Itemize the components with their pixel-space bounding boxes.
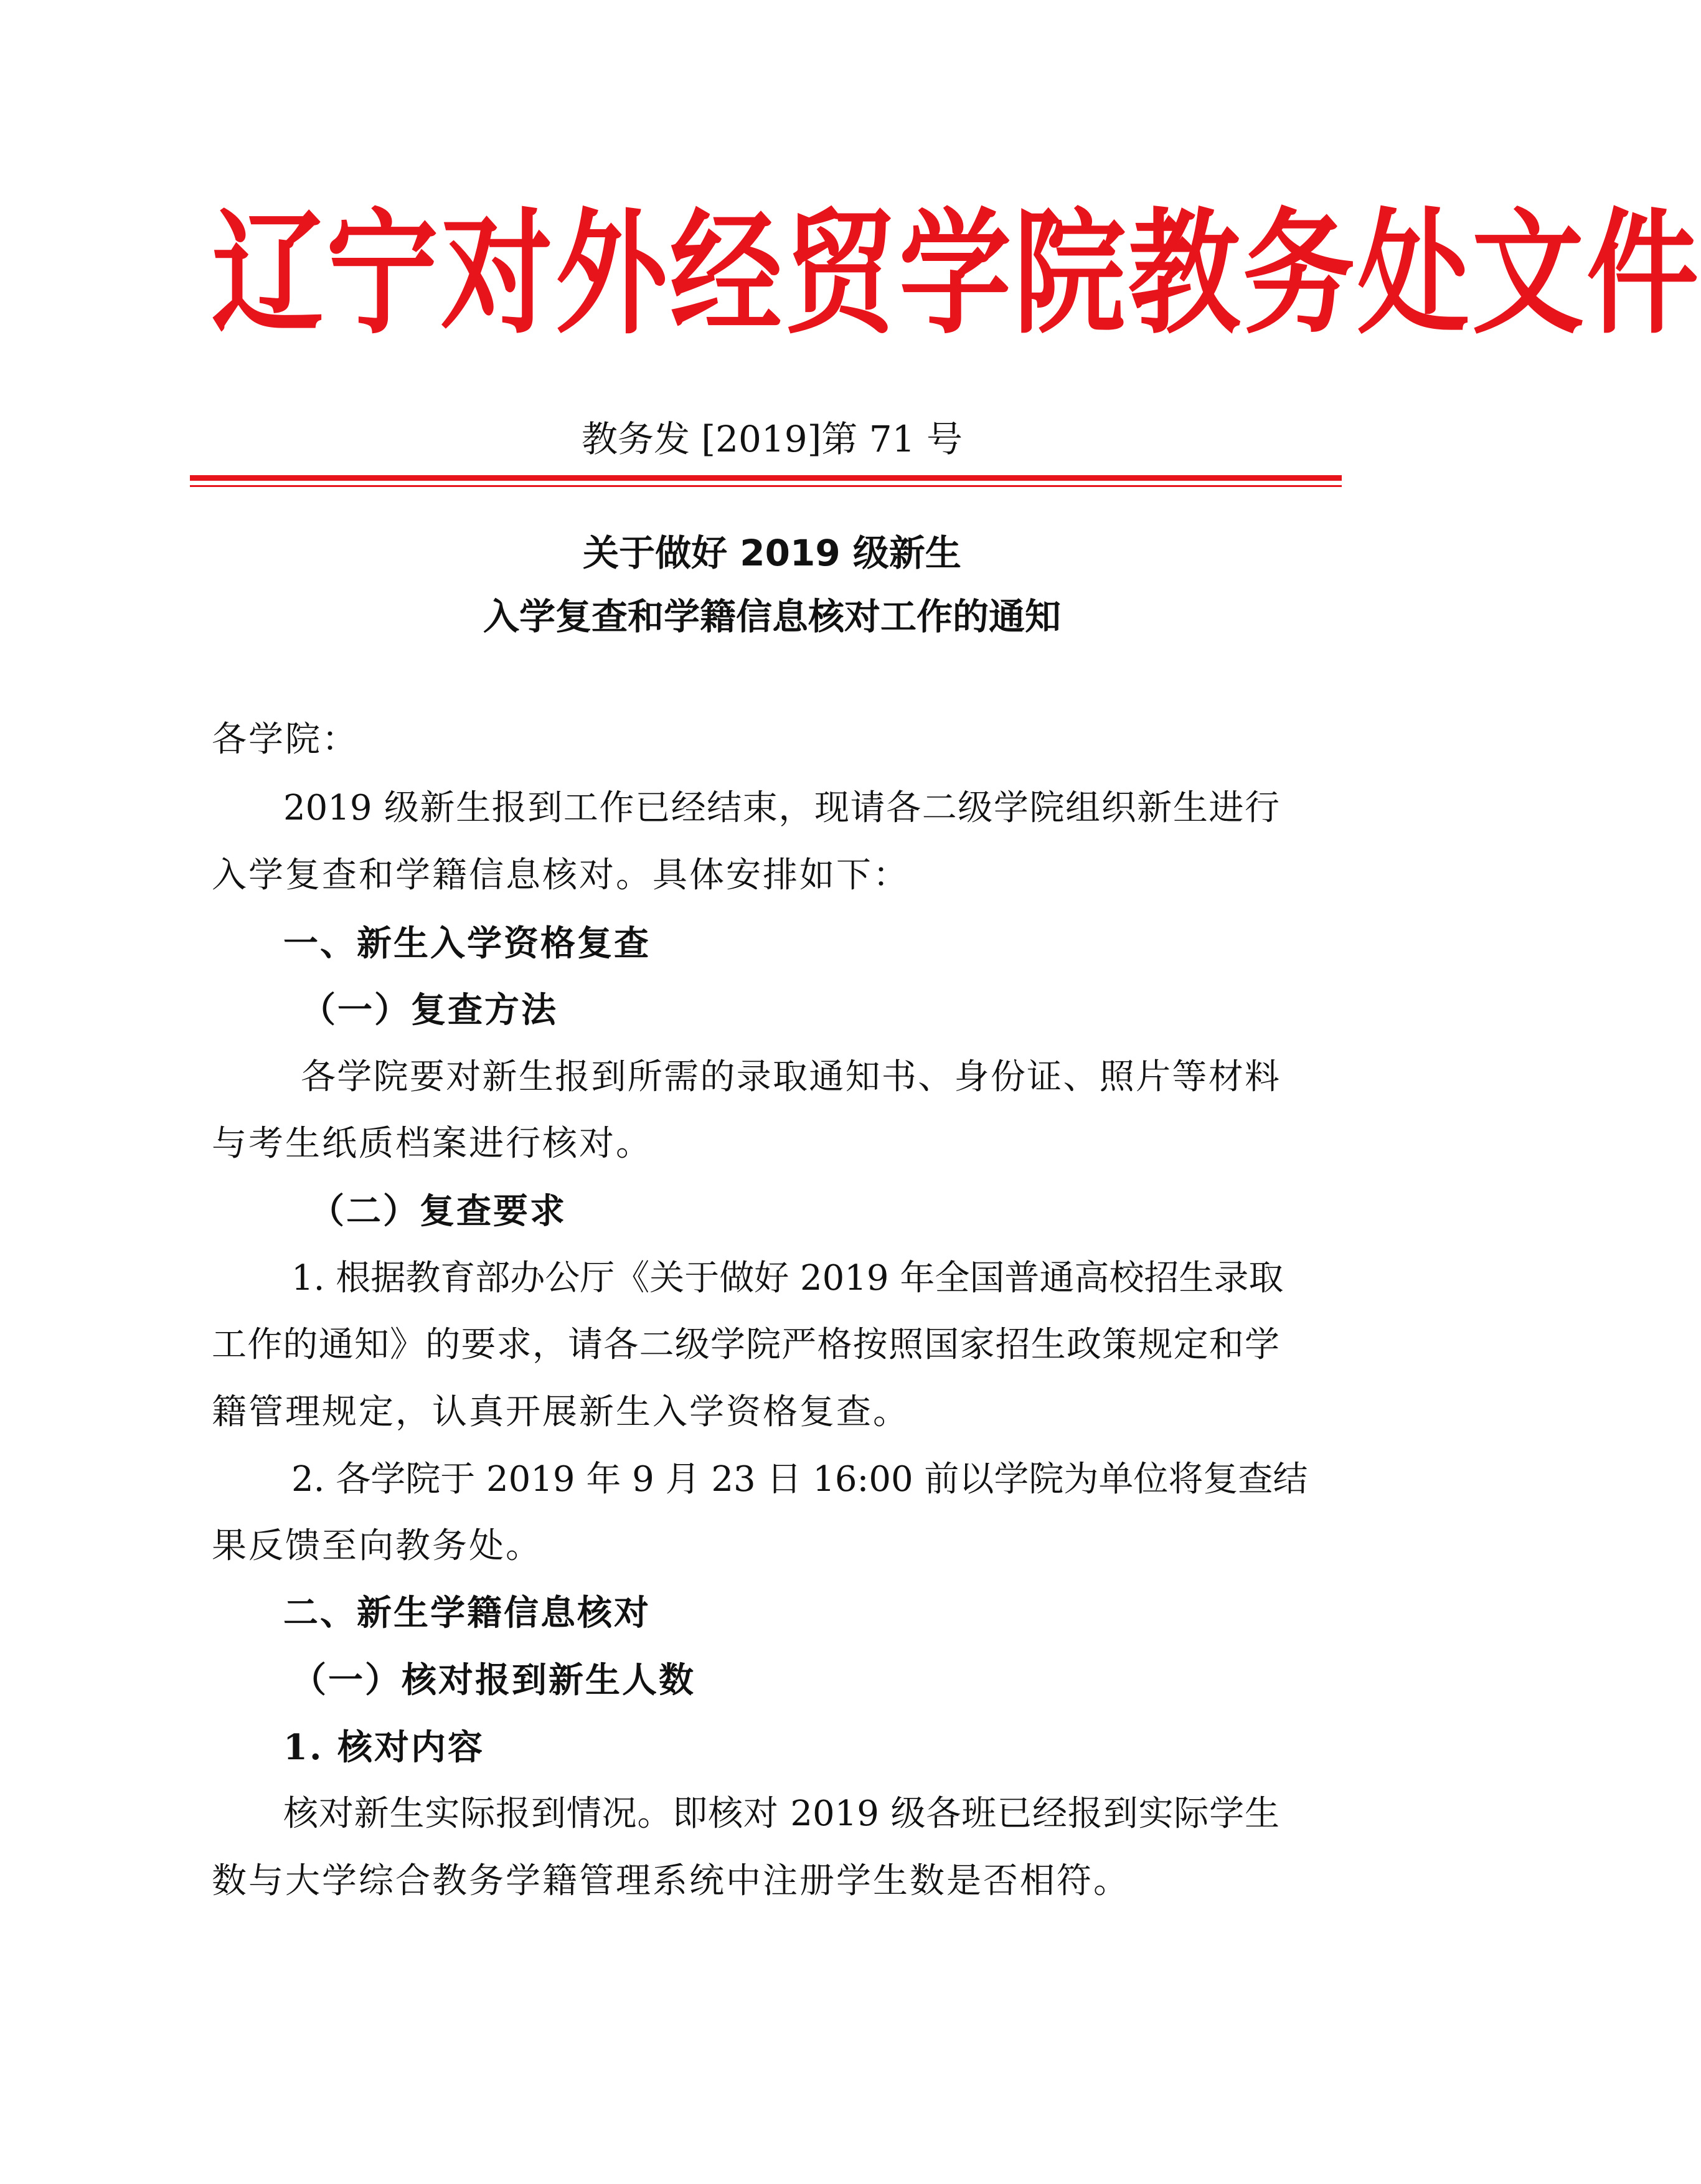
section-2-sub-1-heading: （一）核对报到新生人数 (291, 1660, 695, 1701)
document-number: 教务发 [2019]第 71 号 (582, 418, 963, 460)
item-1-line-1: 1. 根据教育部办公厅《关于做好 2019 年全国普通高校招生录取 (291, 1258, 1284, 1298)
notice-title-line-2: 入学复查和学籍信息核对工作的通知 (483, 595, 1061, 638)
section-2-line-2: 数与大学综合教务学籍管理系统中注册学生数是否相符。 (212, 1861, 1130, 1901)
section-1-sub-2-heading: （二）复查要求 (309, 1191, 567, 1232)
header-rule-thick (190, 475, 1342, 481)
header-rule-thin (190, 485, 1342, 487)
notice-title-line-1: 关于做好 2019 级新生 (583, 532, 961, 574)
item-2-line-2: 果反馈至向教务处。 (212, 1526, 542, 1566)
section-2-item-1-heading: 1. 核对内容 (283, 1727, 484, 1768)
section-1-sub-1-line-2: 与考生纸质档案进行核对。 (212, 1123, 653, 1164)
issuer-title: 辽宁对外经贸学院教务处文件 (212, 194, 1701, 352)
section-1-heading: 一、新生入学资格复查 (283, 923, 651, 964)
section-1-sub-1-line-1: 各学院要对新生报到所需的录取通知书、身份证、照片等材料 (301, 1057, 1279, 1097)
section-2-heading: 二、新生学籍信息核对 (283, 1592, 651, 1633)
intro-line-2: 入学复查和学籍信息核对。具体安排如下： (212, 855, 910, 896)
item-2-line-1: 2. 各学院于 2019 年 9 月 23 日 16:00 前以学院为单位将复查结 (291, 1459, 1308, 1500)
section-1-sub-1-heading: （一）复查方法 (301, 990, 558, 1031)
section-2-line-1: 核对新生实际报到情况。即核对 2019 级各班已经报到实际学生 (283, 1794, 1279, 1834)
item-1-line-2: 工作的通知》的要求，请各二级学院严格按照国家招生政策规定和学 (212, 1325, 1279, 1365)
salutation: 各学院： (212, 719, 359, 760)
item-1-line-3: 籍管理规定，认真开展新生入学资格复查。 (212, 1392, 910, 1432)
intro-line-1: 2019 级新生报到工作已经结束，现请各二级学院组织新生进行 (283, 788, 1279, 828)
